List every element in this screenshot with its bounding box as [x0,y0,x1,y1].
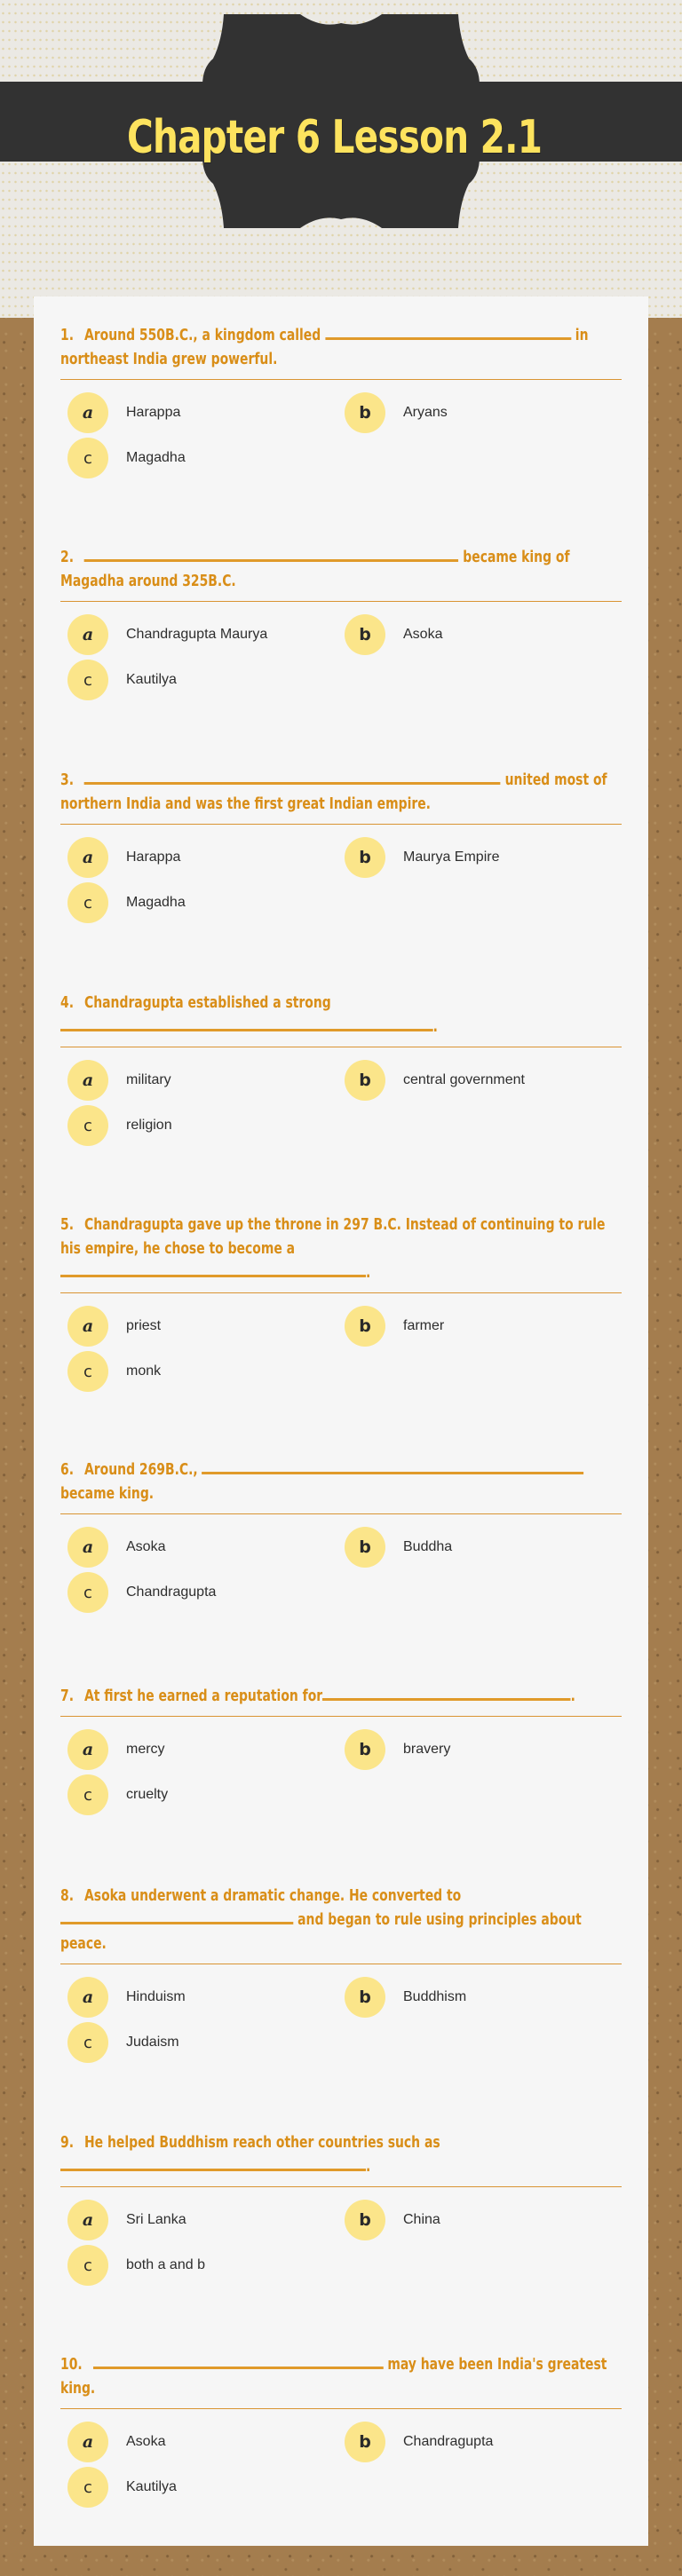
option-label: mercy [126,1742,165,1757]
option-letter-badge: a [67,837,108,878]
option-label: Buddha [403,1539,453,1554]
option-letter-badge: b [345,614,385,655]
question-4 [60,991,622,1135]
answer-blank [60,1015,433,1031]
option-b[interactable] [345,2200,440,2240]
option-label: military [126,1072,171,1087]
option-letter-badge: c [67,1105,108,1146]
answer-blank [84,769,501,785]
option-label: Harappa [126,405,181,420]
question-text-before: Around 550B.C., a kingdom called [84,326,321,344]
option-b[interactable] [345,1729,450,1770]
question-divider [60,1292,622,1293]
option-c[interactable] [67,1572,216,1613]
quiz-card [34,296,648,2546]
question-text-after: in northeast India grew powerful. [60,326,589,368]
option-label: both a and b [126,2257,205,2272]
option-a[interactable] [67,1527,165,1568]
option-letter-badge: b [345,392,385,433]
option-label: Sri Lanka [126,2212,186,2227]
option-label: bravery [403,1742,451,1757]
option-a[interactable] [67,2422,165,2462]
option-letter-badge: c [67,1351,108,1392]
question-text [60,323,622,371]
option-label: Maurya Empire [403,849,500,865]
question-text-after: . [570,1687,575,1705]
question-text-before: Chandragupta established a strong [84,993,331,1012]
option-a[interactable] [67,1729,165,1770]
option-b[interactable] [345,1527,452,1568]
option-letter-badge: c [67,1774,108,1815]
option-letter-badge: c [67,1572,108,1613]
question-text [60,545,622,593]
question-10 [60,2352,622,2497]
option-letter-badge: a [67,1977,108,2018]
option-label: Kautilya [126,2479,177,2494]
question-1 [60,323,622,468]
question-number: 4. [60,993,74,1012]
question-7 [60,1684,622,1805]
option-label: central government [403,1072,525,1087]
question-text [60,2352,622,2400]
option-letter-badge: c [67,438,108,478]
question-5 [60,1213,622,1381]
option-c[interactable] [67,660,177,700]
question-text [60,1458,622,1505]
question-number: 2. [60,548,74,566]
option-label: Kautilya [126,672,177,687]
option-label: Asoka [403,627,443,642]
option-letter-badge: b [345,1306,385,1347]
option-letter-badge: c [67,882,108,923]
option-label: Hinduism [126,1989,186,2004]
option-letter-badge: a [67,2422,108,2462]
question-text [60,768,622,816]
answer-blank [325,324,571,340]
option-letter-badge: b [345,837,385,878]
option-label: farmer [403,1318,445,1333]
question-text-after: became king. [60,1484,155,1503]
question-text-before: Around 269B.C., [84,1460,198,1479]
option-a[interactable] [67,1060,171,1101]
option-a[interactable] [67,2200,186,2240]
answer-blank [93,2353,384,2369]
option-c[interactable] [67,1351,161,1392]
question-divider [60,2186,622,2187]
option-a[interactable] [67,1306,161,1347]
option-label: priest [126,1318,162,1333]
question-divider [60,1716,622,1717]
option-label: Asoka [126,2434,166,2449]
question-text [60,991,622,1039]
question-divider [60,379,622,380]
option-b[interactable] [345,1306,444,1347]
question-6 [60,1458,622,1602]
answer-blank [60,1261,366,1277]
question-text-before: He helped Buddhism reach other countries such as [84,2133,440,2152]
question-3 [60,768,622,913]
option-c[interactable] [67,1774,168,1815]
option-label: Asoka [126,1539,166,1554]
question-divider [60,601,622,602]
option-b[interactable] [345,2422,493,2462]
question-text-after: united most of northern India and was the first great Indian empire. [60,770,607,813]
option-label: cruelty [126,1787,169,1802]
option-label: Chandragupta Maurya [126,627,268,642]
option-a[interactable] [67,614,267,655]
option-c[interactable] [67,882,186,923]
question-text [60,1884,622,1956]
option-b[interactable] [345,1060,525,1101]
option-a[interactable] [67,1977,186,2018]
option-a[interactable] [67,392,180,433]
question-text-before: Asoka underwent a dramatic change. He converted to [84,1886,462,1905]
option-letter-badge: c [67,2467,108,2508]
question-2 [60,545,622,690]
question-text-before: Chandragupta gave up the throne in 297 B.C. Instead of continuing to rule his empire, he chose to become a [60,1215,606,1258]
option-letter-badge: b [345,1977,385,2018]
question-text [60,1684,622,1708]
option-label: Harappa [126,849,181,865]
question-divider [60,824,622,825]
question-text-after: became king of Magadha around 325B.C. [60,548,570,590]
option-label: Chandragupta [403,2434,494,2449]
question-divider [60,2408,622,2409]
answer-blank [202,1458,584,1474]
question-number: 7. [60,1687,74,1705]
option-letter-badge: b [345,2200,385,2240]
page-title: Chapter 6 Lesson 2.1 [127,111,543,164]
option-letter-badge: a [67,1306,108,1347]
option-letter-badge: a [67,1527,108,1568]
option-label: Magadha [126,450,186,465]
option-label: religion [126,1118,172,1133]
question-9 [60,2130,622,2275]
option-letter-badge: b [345,1527,385,1568]
option-c[interactable] [67,2467,177,2508]
option-label: monk [126,1363,162,1379]
option-c[interactable] [67,2022,179,2063]
question-text-after: may have been India's greatest king. [60,2355,607,2398]
option-letter-badge: a [67,614,108,655]
question-number: 8. [60,1886,74,1905]
question-number: 1. [60,326,74,344]
question-number: 5. [60,1215,74,1234]
option-letter-badge: b [345,2422,385,2462]
answer-blank [84,546,458,562]
question-text-after: . [366,1263,371,1282]
question-text-before: At first he earned a reputation for [84,1687,323,1705]
option-letter-badge: c [67,660,108,700]
option-label: Magadha [126,895,186,910]
question-text [60,2130,622,2178]
question-number: 3. [60,770,74,789]
option-c[interactable] [67,2245,205,2286]
option-b[interactable] [345,1977,466,2018]
option-label: Buddhism [403,1989,467,2004]
question-text-after: and began to rule using principles about peace. [60,1910,582,1953]
question-text-after: . [432,1017,438,1036]
option-b[interactable] [345,837,499,878]
option-label: Aryans [403,405,448,420]
option-c[interactable] [67,1105,172,1146]
option-letter-badge: c [67,2022,108,2063]
question-number: 10. [60,2355,83,2374]
option-c[interactable] [67,438,186,478]
option-letter-badge: a [67,2200,108,2240]
option-letter-badge: b [345,1729,385,1770]
answer-blank [60,2155,366,2171]
option-a[interactable] [67,837,180,878]
question-divider [60,1513,622,1514]
question-number: 9. [60,2133,74,2152]
answer-blank [60,1908,293,1924]
option-b[interactable] [345,614,442,655]
option-label: Judaism [126,2035,179,2050]
option-letter-badge: c [67,2245,108,2286]
option-letter-badge: b [345,1060,385,1101]
question-text-after: . [366,2157,371,2176]
option-letter-badge: a [67,392,108,433]
option-label: China [403,2212,440,2227]
option-b[interactable] [345,392,448,433]
answer-blank [322,1685,571,1701]
question-text [60,1213,622,1284]
option-label: Chandragupta [126,1584,217,1600]
option-letter-badge: a [67,1060,108,1101]
question-number: 6. [60,1460,74,1479]
question-8 [60,1884,622,2052]
option-letter-badge: a [67,1729,108,1770]
